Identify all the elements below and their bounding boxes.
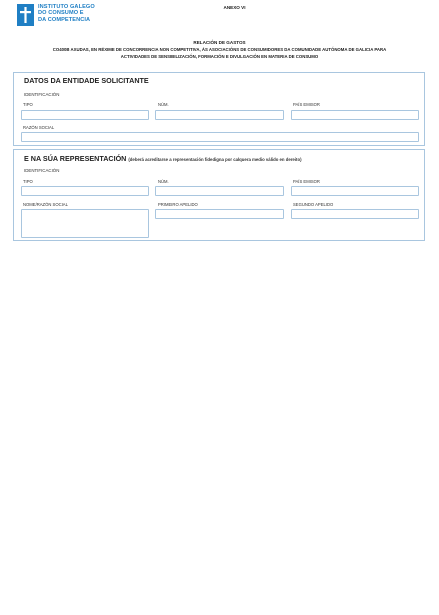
applicant-section <box>13 72 425 146</box>
rep-num-label: NÚM. <box>158 179 169 184</box>
applicant-identification-heading: IDENTIFICACIÓN <box>24 92 60 97</box>
applicant-num-field[interactable] <box>155 110 284 120</box>
document-title: RELACIÓN DE GASTOS <box>193 40 246 45</box>
rep-segundo-field[interactable] <box>291 209 419 219</box>
applicant-tipo-label: TIPO <box>23 102 33 107</box>
rep-tipo-field[interactable] <box>21 186 149 196</box>
representative-identification-heading: IDENTIFICACIÓN <box>24 168 60 173</box>
applicant-razon-field[interactable] <box>21 132 419 142</box>
representative-section <box>13 149 425 241</box>
subtitle-line-1: CO400B AXUDAS, EN RÉXIME DE CONCORRENCIA NON COMPETITIVA, ÁS ASOCIACIÓNS DE CONSUMIDORES DA COMUNIDADE AUTÓNOMA DE GALICIA PARA <box>52 47 387 52</box>
rep-nombre-field[interactable] <box>21 209 149 238</box>
applicant-tipo-field[interactable] <box>21 110 149 120</box>
annex-label: ANEXO VI <box>223 5 246 10</box>
rep-primeiro-label: PRIMEIRO APELIDO <box>158 202 198 207</box>
rep-tipo-label: TIPO <box>23 179 33 184</box>
subtitle-line-2: ACTIVIDADES DE SENSIBILIZACIÓN, FORMACIÓN E DIVULGACIÓN EN MATERIA DE CONSUMO <box>120 53 319 59</box>
applicant-num-label: NÚM. <box>158 102 169 107</box>
representative-title-text: E NA SÚA REPRESENTACIÓN <box>24 154 127 163</box>
rep-pais-field[interactable] <box>291 186 419 196</box>
logo-line-3: DA COMPETENCIA <box>38 16 91 23</box>
logo-line-1: INSTITUTO GALEGO <box>38 4 95 10</box>
applicant-pais-field[interactable] <box>291 110 419 120</box>
applicant-pais-label: PAÍS EMISOR <box>293 102 320 107</box>
document-subtitle <box>18 47 421 61</box>
applicant-section-title: DATOS DA ENTIDADE SOLICITANTE <box>24 76 149 85</box>
representative-section-title <box>24 154 302 163</box>
rep-segundo-label: SEGUNDO APELIDO <box>293 202 334 207</box>
logo-line-2: DO CONSUMO E <box>38 10 84 17</box>
rep-num-field[interactable] <box>155 186 284 196</box>
rep-pais-label: PAÍS EMISOR <box>293 179 320 184</box>
applicant-razon-label: RAZÓN SOCIAL <box>23 125 55 130</box>
representative-note: (deberá acreditarse a representación fidedigna por calquera medio válido en dereito) <box>128 157 302 162</box>
rep-nombre-label: NOME/RAZÓN SOCIAL <box>23 202 68 207</box>
rep-primeiro-field[interactable] <box>155 209 284 219</box>
